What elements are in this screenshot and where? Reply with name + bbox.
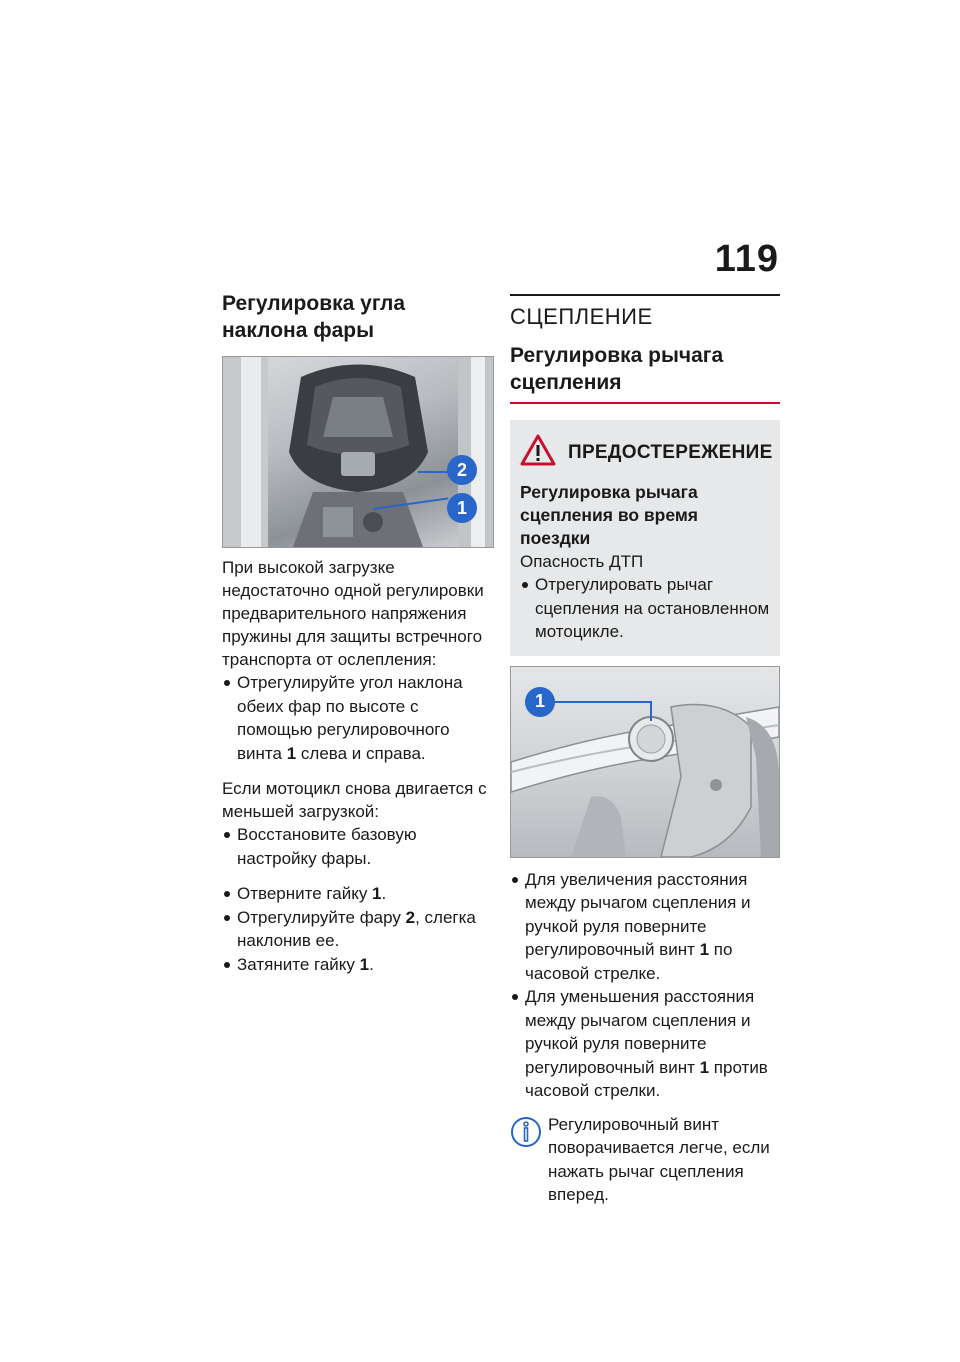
- right-column: [510, 290, 780, 1207]
- warning-triangle-icon: [520, 434, 556, 471]
- warning-label: ПРЕДОСТЕРЕЖЕНИЕ: [568, 441, 773, 463]
- info-text: Регулировочный винт поворачивается легче, если нажать рычаг сцепления вперед.: [548, 1114, 770, 1204]
- info-icon: [510, 1115, 542, 1154]
- callout-leader-1-drop: [650, 701, 652, 721]
- page-number: 119: [714, 238, 779, 280]
- callout-leader-1: [555, 701, 651, 703]
- list-item: Восстановите базовую настройку фары.: [222, 823, 494, 870]
- list-item: Для уменьшения расстояния между рычагом сцепления и ручкой руля поверните регулировочный винт 1 против часовой стрелки.: [510, 985, 780, 1103]
- list-item: Отрегулируйте фару 2, слегка наклонив ее.: [222, 906, 494, 953]
- callout-1: 1: [447, 493, 477, 523]
- warning-title: Регулировка рычага сцепления во время поездки: [520, 482, 698, 548]
- section-heading-headlight: Регулировка угла наклона фары: [222, 292, 406, 342]
- chapter-title: СЦЕПЛЕНИЕ: [510, 304, 653, 329]
- list-item: Отрегулировать рычаг сцепления на остановленном мотоцикле.: [520, 573, 770, 644]
- chapter-rule: [510, 294, 780, 296]
- list-item: Отрегулируйте угол наклона обеих фар по высоте с помощью регулировочного винта 1 слева и справа.: [222, 671, 494, 765]
- list-item: Отверните гайку 1.: [222, 882, 494, 906]
- section-heading-clutch: Регулировка рычага сцепления: [510, 344, 724, 394]
- list-item: Для увеличения расстояния между рычагом сцепления и ручкой руля поверните регулировочный винт 1 по часовой стрелке.: [510, 868, 780, 986]
- bullet-list-2: [222, 823, 494, 870]
- bullet-list-1: [222, 671, 494, 765]
- left-column: [222, 290, 494, 976]
- warning-subtitle: Опасность ДТП: [520, 552, 644, 571]
- section-rule: [510, 402, 780, 404]
- bullet-list-3: [222, 882, 494, 976]
- callout-1: 1: [525, 687, 555, 717]
- headlight-figure: [222, 356, 494, 548]
- info-note: [510, 1113, 780, 1207]
- clutch-bullets: [510, 868, 780, 1103]
- warning-box: [510, 420, 780, 656]
- paragraph-lighter-load: Если мотоцикл снова двигается с меньшей загрузкой:: [222, 779, 487, 821]
- list-item: Затяните гайку 1.: [222, 953, 494, 977]
- intro-paragraph: При высокой загрузке недостаточно одной регулировки предварительного напряжения пружины для защиты встречного транспорта от ослепления:: [222, 558, 484, 669]
- clutch-lever-figure: [510, 666, 780, 858]
- warning-bullets: [520, 573, 770, 644]
- callout-leader-2: [418, 471, 448, 473]
- callout-2: 2: [447, 455, 477, 485]
